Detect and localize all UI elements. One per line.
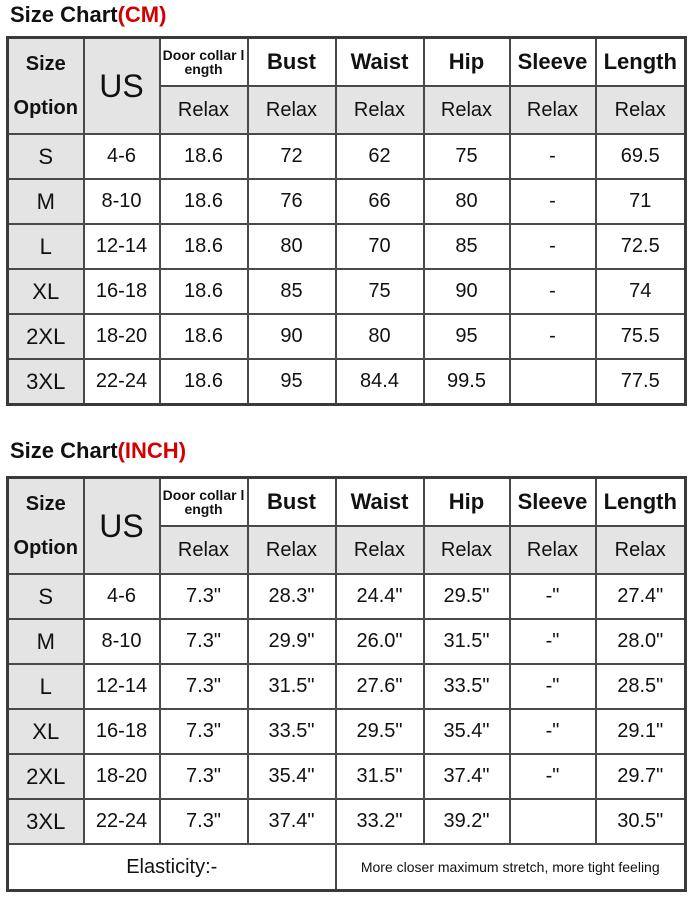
waist-cell: 84.4: [336, 359, 424, 405]
size-header-line1: Size: [25, 53, 66, 75]
us-cell: 8-10: [84, 619, 160, 664]
bust-cell: 90: [248, 314, 336, 359]
length-cell: 28.5": [596, 664, 686, 709]
table-row: [8, 359, 686, 405]
length-cell: 27.4": [596, 574, 686, 619]
waist-cell: 24.4": [336, 574, 424, 619]
sleeve-cell: -: [510, 269, 596, 314]
hip-cell: 39.2": [424, 799, 510, 844]
bust-cell: 95: [248, 359, 336, 405]
inch-chart-title: [10, 438, 186, 464]
hip-cell: 75: [424, 134, 510, 179]
inch-title-unit: (INCH): [117, 438, 187, 463]
door-cell: 18.6: [160, 269, 248, 314]
sleeve-fit-label: Relax: [510, 526, 596, 574]
door-cell: 18.6: [160, 134, 248, 179]
cm-title-prefix: Size Chart: [10, 2, 118, 27]
bust-fit-label: Relax: [248, 526, 336, 574]
elasticity-value: More closer maximum stretch, more tight feeling: [336, 844, 686, 891]
length-cell: 71: [596, 179, 686, 224]
size-cell: 2XL: [8, 314, 84, 359]
sleeve-cell: -": [510, 574, 596, 619]
table-row: [8, 179, 686, 224]
hip-cell: 35.4": [424, 709, 510, 754]
length-fit-label: Relax: [596, 86, 686, 134]
length-cell: 75.5: [596, 314, 686, 359]
us-cell: 16-18: [84, 269, 160, 314]
waist-cell: 33.2": [336, 799, 424, 844]
table-row: [8, 664, 686, 709]
inch-table-body: [8, 478, 686, 891]
us-cell: 22-24: [84, 799, 160, 844]
us-cell: 16-18: [84, 709, 160, 754]
bust-cell: 31.5": [248, 664, 336, 709]
us-cell: 12-14: [84, 224, 160, 269]
bust-cell: 37.4": [248, 799, 336, 844]
table-row: [8, 134, 686, 179]
bust-cell: 76: [248, 179, 336, 224]
size-header-line1: Size: [25, 493, 66, 515]
cm-size-table: [6, 36, 687, 406]
sleeve-cell: [510, 799, 596, 844]
size-cell: L: [8, 664, 84, 709]
sleeve-cell: -: [510, 314, 596, 359]
us-cell: 12-14: [84, 664, 160, 709]
size-option-header: [8, 478, 84, 575]
bust-cell: 28.3": [248, 574, 336, 619]
bust-cell: 33.5": [248, 709, 336, 754]
waist-cell: 27.6": [336, 664, 424, 709]
length-header: Length: [596, 38, 686, 87]
door-collar-header: Door collar l ength: [160, 478, 248, 527]
elasticity-row: [8, 844, 686, 891]
waist-cell: 66: [336, 179, 424, 224]
table-row: [8, 799, 686, 844]
length-cell: 30.5": [596, 799, 686, 844]
inch-size-table: [6, 476, 687, 892]
us-header: US: [84, 478, 160, 575]
door-fit-label: Relax: [160, 86, 248, 134]
door-cell: 7.3": [160, 619, 248, 664]
length-fit-label: Relax: [596, 526, 686, 574]
us-cell: 8-10: [84, 179, 160, 224]
us-cell: 18-20: [84, 314, 160, 359]
size-cell: L: [8, 224, 84, 269]
size-cell: M: [8, 179, 84, 224]
size-cell: 3XL: [8, 799, 84, 844]
hip-cell: 33.5": [424, 664, 510, 709]
door-cell: 18.6: [160, 179, 248, 224]
door-collar-header: Door collar l ength: [160, 38, 248, 87]
sleeve-header: Sleeve: [510, 38, 596, 87]
hip-cell: 80: [424, 179, 510, 224]
waist-header: Waist: [336, 478, 424, 527]
bust-cell: 29.9": [248, 619, 336, 664]
sleeve-cell: -: [510, 224, 596, 269]
size-header-line2: Option: [13, 97, 78, 119]
sleeve-header: Sleeve: [510, 478, 596, 527]
bust-header: Bust: [248, 478, 336, 527]
hip-header: Hip: [424, 478, 510, 527]
size-cell: 3XL: [8, 359, 84, 405]
hip-cell: 90: [424, 269, 510, 314]
table-row: [8, 269, 686, 314]
waist-cell: 26.0": [336, 619, 424, 664]
waist-cell: 29.5": [336, 709, 424, 754]
cm-table-body: [8, 38, 686, 405]
bust-header: Bust: [248, 38, 336, 87]
door-cell: 18.6: [160, 359, 248, 405]
size-cell: M: [8, 619, 84, 664]
header-row: [8, 38, 686, 87]
hip-fit-label: Relax: [424, 526, 510, 574]
size-cell: XL: [8, 709, 84, 754]
cm-chart-title: [10, 2, 166, 28]
table-row: [8, 314, 686, 359]
size-cell: 2XL: [8, 754, 84, 799]
length-cell: 29.7": [596, 754, 686, 799]
hip-cell: 37.4": [424, 754, 510, 799]
hip-cell: 85: [424, 224, 510, 269]
table-row: [8, 754, 686, 799]
us-cell: 4-6: [84, 574, 160, 619]
us-header: US: [84, 38, 160, 135]
waist-cell: 75: [336, 269, 424, 314]
length-cell: 77.5: [596, 359, 686, 405]
hip-fit-label: Relax: [424, 86, 510, 134]
length-cell: 28.0": [596, 619, 686, 664]
bust-fit-label: Relax: [248, 86, 336, 134]
bust-cell: 35.4": [248, 754, 336, 799]
door-cell: 18.6: [160, 224, 248, 269]
header-row: [8, 478, 686, 527]
hip-header: Hip: [424, 38, 510, 87]
bust-cell: 72: [248, 134, 336, 179]
length-cell: 69.5: [596, 134, 686, 179]
door-cell: 7.3": [160, 664, 248, 709]
length-header: Length: [596, 478, 686, 527]
sleeve-cell: -": [510, 664, 596, 709]
sleeve-cell: -": [510, 709, 596, 754]
door-cell: 7.3": [160, 799, 248, 844]
waist-header: Waist: [336, 38, 424, 87]
sleeve-cell: -: [510, 179, 596, 224]
door-cell: 18.6: [160, 314, 248, 359]
us-cell: 18-20: [84, 754, 160, 799]
table-row: [8, 619, 686, 664]
table-row: [8, 574, 686, 619]
sleeve-fit-label: Relax: [510, 86, 596, 134]
waist-cell: 70: [336, 224, 424, 269]
cm-title-unit: (CM): [117, 2, 167, 27]
table-row: [8, 224, 686, 269]
size-cell: XL: [8, 269, 84, 314]
length-cell: 29.1": [596, 709, 686, 754]
waist-cell: 62: [336, 134, 424, 179]
size-header-line2: Option: [13, 537, 78, 559]
waist-cell: 31.5": [336, 754, 424, 799]
inch-title-prefix: Size Chart: [10, 438, 118, 463]
door-cell: 7.3": [160, 754, 248, 799]
sleeve-cell: -": [510, 619, 596, 664]
size-cell: S: [8, 134, 84, 179]
waist-fit-label: Relax: [336, 526, 424, 574]
hip-cell: 95: [424, 314, 510, 359]
door-cell: 7.3": [160, 574, 248, 619]
waist-fit-label: Relax: [336, 86, 424, 134]
sleeve-cell: [510, 359, 596, 405]
hip-cell: 99.5: [424, 359, 510, 405]
door-cell: 7.3": [160, 709, 248, 754]
sleeve-cell: -: [510, 134, 596, 179]
sleeve-cell: -": [510, 754, 596, 799]
length-cell: 74: [596, 269, 686, 314]
length-cell: 72.5: [596, 224, 686, 269]
door-fit-label: Relax: [160, 526, 248, 574]
bust-cell: 80: [248, 224, 336, 269]
us-cell: 22-24: [84, 359, 160, 405]
bust-cell: 85: [248, 269, 336, 314]
hip-cell: 31.5": [424, 619, 510, 664]
waist-cell: 80: [336, 314, 424, 359]
us-cell: 4-6: [84, 134, 160, 179]
table-row: [8, 709, 686, 754]
hip-cell: 29.5": [424, 574, 510, 619]
elasticity-label: Elasticity:-: [8, 844, 336, 891]
size-cell: S: [8, 574, 84, 619]
size-option-header: [8, 38, 84, 135]
